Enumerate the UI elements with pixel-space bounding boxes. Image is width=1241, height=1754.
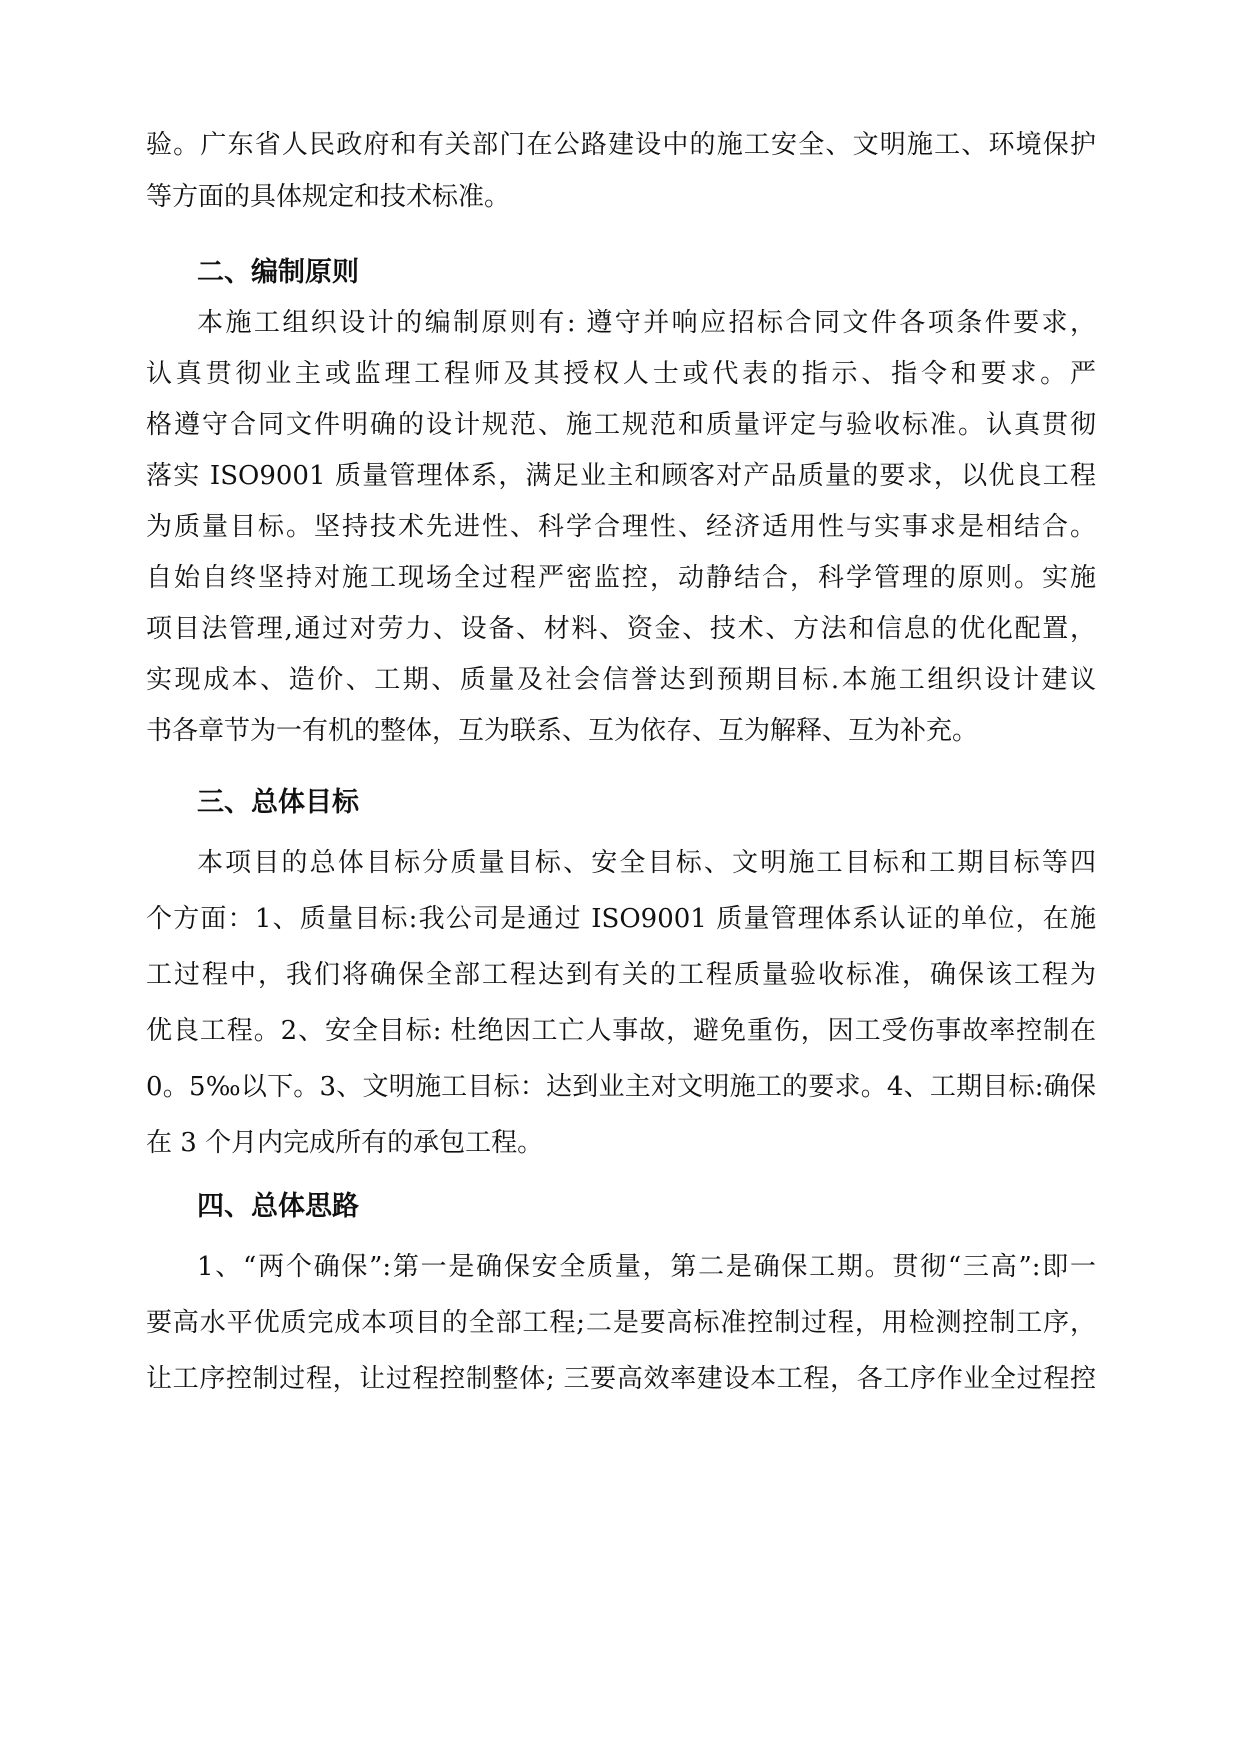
principles-line-9: 书各章节为一有机的整体，互为联系、互为依存、互为解释、互为补充。 bbox=[146, 716, 979, 746]
principles-line-8: 实现成本、造价、工期、质量及社会信誉达到预期目标.本施工组织设计建议 bbox=[146, 665, 1096, 695]
principles-line-4: 落实 ISO9001 质量管理体系，满足业主和顾客对产品质量的要求，以优良工程 bbox=[146, 461, 1096, 491]
principles-line-6: 自始自终坚持对施工现场全过程严密监控，动静结合，科学管理的原则。实施 bbox=[146, 563, 1096, 593]
intro-line-2: 等方面的具体规定和技术标准。 bbox=[146, 182, 511, 212]
goals-line-2: 个方面：1、质量目标:我公司是通过 ISO9001 质量管理体系认证的单位，在施 bbox=[146, 904, 1096, 934]
intro-line-1: 验。广东省人民政府和有关部门在公路建设中的施工安全、文明施工、环境保护 bbox=[146, 130, 1096, 160]
section-heading-principles: 二、编制原则 bbox=[197, 257, 359, 288]
goals-line-5: 0。5‰以下。3、文明施工目标：达到业主对文明施工的要求。4、工期目标:确保 bbox=[146, 1072, 1096, 1102]
approach-line-1: 1、“两个确保”:第一是确保安全质量，第二是确保工期。贯彻“三高”:即一 bbox=[197, 1252, 1096, 1282]
principles-line-7: 项目法管理,通过对劳力、设备、材料、资金、技术、方法和信息的优化配置， bbox=[146, 614, 1097, 644]
approach-line-3: 让工序控制过程，让过程控制整体; 三要高效率建设本工程，各工序作业全过程控 bbox=[146, 1364, 1096, 1394]
principles-line-3: 格遵守合同文件明确的设计规范、施工规范和质量评定与验收标准。认真贯彻 bbox=[146, 410, 1096, 440]
goals-line-4: 优良工程。2、安全目标: 杜绝因工亡人事故，避免重伤，因工受伤事故率控制在 bbox=[146, 1016, 1096, 1046]
goals-line-1: 本项目的总体目标分质量目标、安全目标、文明施工目标和工期目标等四 bbox=[197, 848, 1096, 878]
approach-line-2: 要高水平优质完成本项目的全部工程;二是要高标准控制过程，用检测控制工序， bbox=[146, 1308, 1096, 1338]
goals-line-6: 在 3 个月内完成所有的承包工程。 bbox=[146, 1128, 544, 1158]
principles-line-2: 认真贯彻业主或监理工程师及其授权人士或代表的指示、指令和要求。严 bbox=[146, 359, 1096, 389]
section-heading-approach: 四、总体思路 bbox=[197, 1191, 359, 1222]
section-heading-goals: 三、总体目标 bbox=[197, 787, 359, 818]
goals-line-3: 工过程中，我们将确保全部工程达到有关的工程质量验收标准，确保该工程为 bbox=[146, 960, 1096, 990]
principles-line-5: 为质量目标。坚持技术先进性、科学合理性、经济适用性与实事求是相结合。 bbox=[146, 512, 1096, 542]
principles-line-1: 本施工组织设计的编制原则有: 遵守并响应招标合同文件各项条件要求， bbox=[197, 308, 1096, 338]
